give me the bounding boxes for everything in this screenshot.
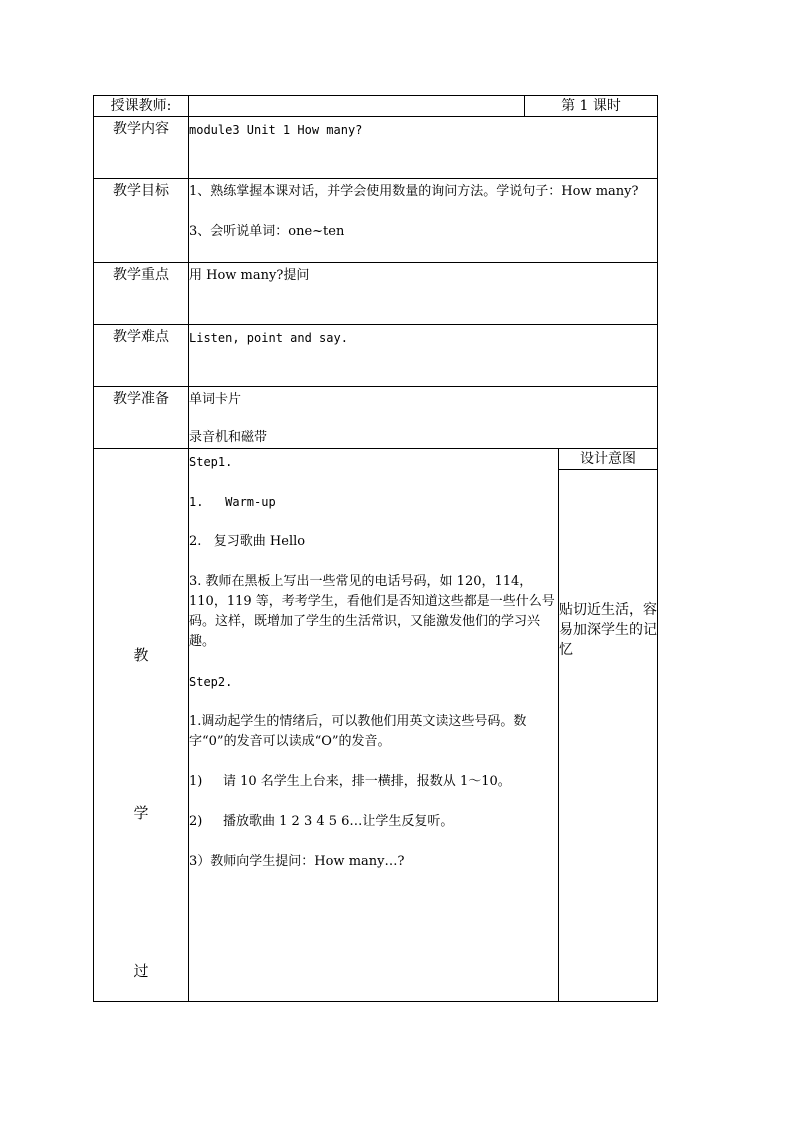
process-steps — [189, 449, 559, 1001]
difficulty-value: Listen, point and say. — [189, 325, 658, 387]
goal-line-2: 3、会听说单词：one~ten — [189, 224, 345, 239]
design-intent-text: 贴切近生活，容易加深学生的记忆 — [559, 602, 657, 658]
process-side-label — [94, 449, 189, 1002]
warm-up-item: 1. Warm-up — [189, 495, 276, 509]
prep-content — [189, 387, 658, 449]
prep-line-2: 录音机和磁带 — [189, 430, 268, 445]
step-2-title: Step2. — [189, 675, 233, 689]
prep-row — [94, 387, 658, 449]
prep-label: 教学准备 — [94, 387, 189, 449]
difficulty-label: 教学难点 — [94, 325, 189, 387]
key-value: 用 How many?提问 — [189, 263, 658, 325]
key-label: 教学重点 — [94, 263, 189, 325]
step-1-title: Step1. — [189, 455, 233, 469]
phone-number-item: 3. 教师在黑板上写出一些常见的电话号码，如 120，114，110，119 等，考考学生，看他们是否知道这些都是一些什么号码。这样，既增加了学生的生活常识，又能激发他们的学习兴趣。 — [189, 574, 555, 649]
read-numbers-item: 1.调动起学生的情绪后，可以教他们用英文读这些号码。数字“0”的发音可以读成“O”的发音。 — [189, 714, 527, 749]
content-label: 教学内容 — [94, 117, 189, 179]
process-char-1: 教 — [133, 646, 149, 664]
line-up-item: 1) 请 10 名学生上台来，排一横排，报数从 1～10。 — [189, 774, 511, 789]
content-value: module3 Unit 1 How many? — [189, 117, 658, 179]
content-row — [94, 117, 658, 179]
play-song-item: 2) 播放歌曲 1 2 3 4 5 6…让学生反复听。 — [189, 814, 454, 829]
period-label: 第 1 课时 — [525, 96, 658, 117]
key-row — [94, 263, 658, 325]
goal-label: 教学目标 — [94, 179, 189, 263]
difficulty-row — [94, 325, 658, 387]
process-body — [189, 449, 658, 1002]
prep-line-1: 单词卡片 — [189, 392, 242, 407]
process-row — [94, 449, 658, 1002]
teacher-row — [94, 96, 658, 117]
review-song-item: 2. 复习歌曲 Hello — [189, 534, 306, 549]
lesson-plan-sheet — [93, 95, 657, 1002]
goal-content — [189, 179, 658, 263]
process-char-3: 过 — [133, 962, 149, 980]
teacher-value — [189, 96, 525, 117]
ask-question-item: 3）教师向学生提问：How many…? — [189, 854, 405, 869]
lesson-plan-table — [93, 95, 658, 1002]
design-intent-column — [559, 449, 657, 1001]
goal-row — [94, 179, 658, 263]
goal-line-1: 1、熟练掌握本课对话，并学会使用数量的询问方法。学说句子：How many? — [189, 184, 639, 199]
process-char-2: 学 — [133, 804, 149, 822]
design-intent-header: 设计意图 — [559, 449, 657, 470]
teacher-label: 授课教师: — [94, 96, 189, 117]
